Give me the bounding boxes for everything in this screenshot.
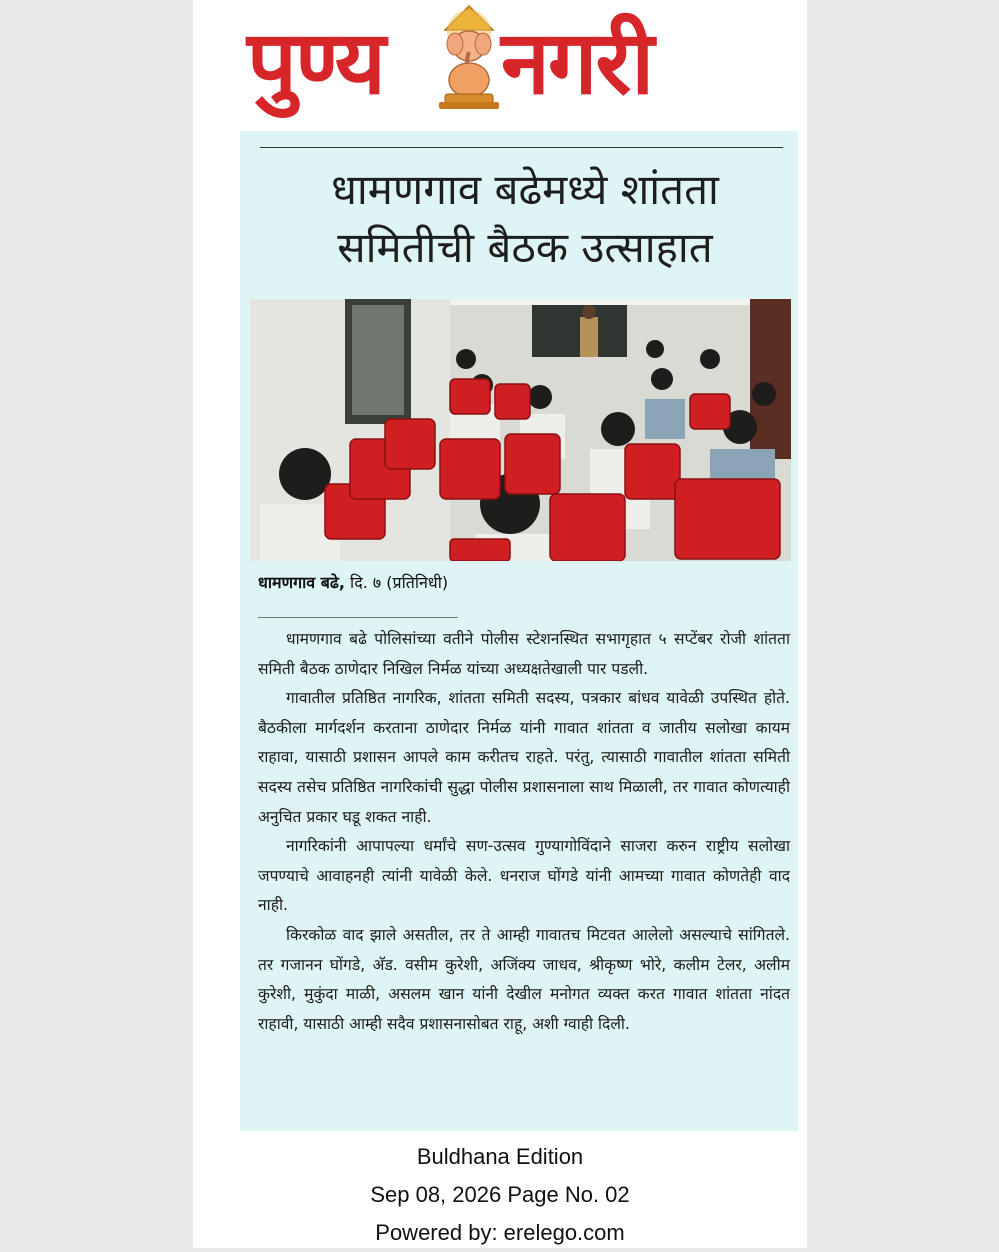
dateline-rest: दि. ७ (प्रतिनिधी) bbox=[344, 573, 449, 592]
article-clip bbox=[240, 131, 798, 1131]
article-paragraph: धामणगाव बढे पोलिसांच्या वतीने पोलीस स्टेशनस्थित सभागृहात ५ सप्टेंबर रोजी शांतता समिती बैठक ठाणेदार निखिल निर्मळ यांच्या अध्यक्षतेखाली पार पडली. bbox=[258, 630, 790, 678]
article-body bbox=[258, 625, 790, 1039]
headline-line-2: समितीची बैठक उत्साहात bbox=[337, 223, 713, 272]
headline-line-1: धामणगाव बढेमध्ये शांतता bbox=[331, 165, 719, 214]
article-paragraph: नागरिकांनी आपापल्या धर्मांचे सण-उत्सव गुण्यागोविंदाने साजरा करुन राष्ट्रीय सलोखा जपण्याचे आवाहनही त्यांनी यावेळी केले. धनराज घोंगडे यांनी आमच्या गावात कोणतेही वाद नाही. bbox=[258, 837, 790, 915]
edition-name: Buldhana Edition bbox=[416, 1144, 584, 1169]
powered-by-text: Powered by: erelego.com bbox=[375, 1220, 625, 1245]
article-paragraph: किरकोळ वाद झाले असतील, तर ते आम्ही गावातच मिटवत आलेलो असल्याचे सांगितले. तर गजानन घोंगडे, अ‍ॅड. वसीम कुरेशी, अजिंक्य जाधव, श्रीकृष्ण भोरे, कलीम टेलर, अलीम कुरेशी, मुकुंदा माळी, असलम खान यांनी देखील मनोगत व्यक्त करत गावात शांतता नांदत राहावी, यासाठी आम्ही सदैव प्रशासनासोबत राहू, अशी ग्वाही दिली. bbox=[258, 925, 790, 1033]
article-headline bbox=[260, 161, 790, 277]
masthead bbox=[193, 0, 807, 130]
headline-top-rule bbox=[260, 147, 783, 148]
masthead-left-word: पुण्य bbox=[247, 11, 384, 114]
edition-date-page: Sep 08, 2026 Page No. 02 bbox=[370, 1182, 630, 1207]
article-dateline bbox=[258, 571, 448, 593]
masthead-right-word: नगरी bbox=[501, 11, 653, 114]
article-paragraph: गावातील प्रतिष्ठित नागरिक, शांतता समिती सदस्य, पत्रकार बांधव यावेळी उपस्थित होते. बैठकीला मार्गदर्शन करताना ठाणेदार निर्मळ यांनी गावात शांतता व जातीय सलोखा कायम राहावा, यासाठी प्रशासन आपले काम करीतच राहते. परंतु, त्यासाठी गावातील शांतता समिती सदस्य तसेच प्रतिष्ठित नागरिकांची सुद्धा पोलीस प्रशासनाला साथ मिळाली, तर गावात कोणत्याही अनुचित प्रकार घडू शकत नाही. bbox=[258, 689, 790, 826]
ganesha-emblem-icon bbox=[431, 2, 507, 112]
dateline-place: धामणगाव बढे, bbox=[258, 573, 345, 592]
dateline-rule bbox=[258, 617, 458, 618]
edition-footer bbox=[193, 1138, 807, 1252]
meeting-photo bbox=[250, 299, 791, 561]
newspaper-clipping-sheet bbox=[193, 0, 807, 1248]
